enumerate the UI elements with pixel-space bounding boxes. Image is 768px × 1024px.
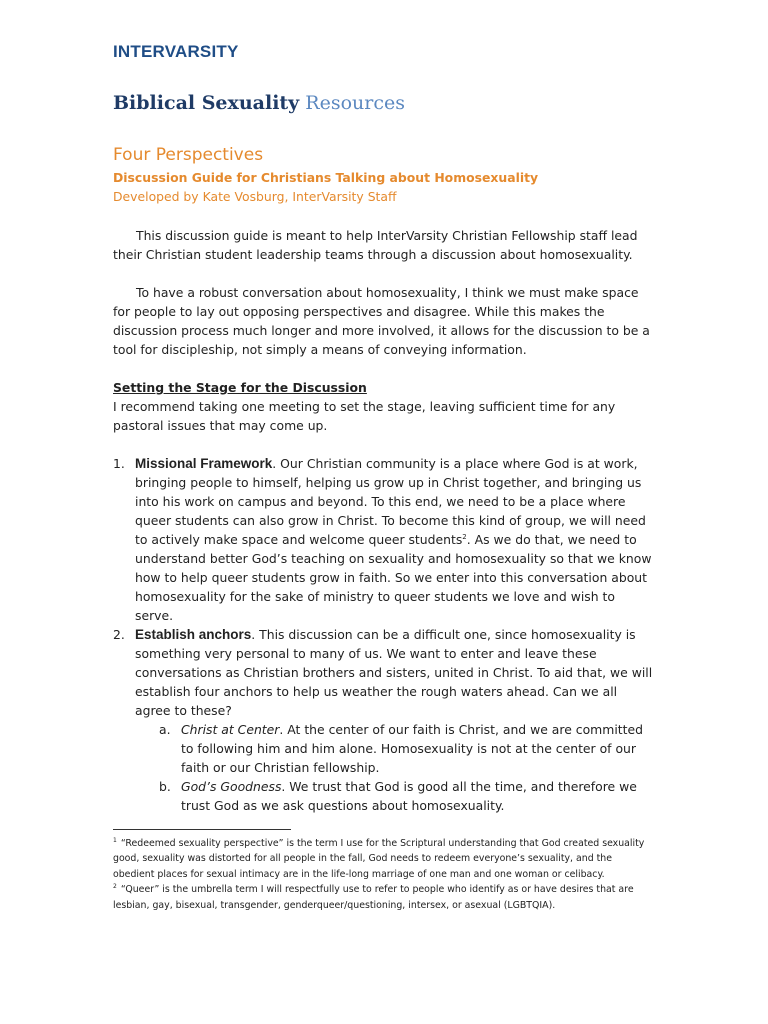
section-title: [113, 92, 405, 114]
sub-list-item-text: . At the center of our faith is Christ, and we are committed to following him and him alone. Homosexuality is not at the center of our faith or our Christian fellowship.: [181, 722, 643, 775]
document-body: [113, 226, 653, 815]
list-item-text: . This discussion can be a difficult one, since homosexuality is something very personal to many of us. We want to enter and leave these conversations as Christian brothers and sisters, united in Christ. To aid that, we will establish four anchors to help us weather the rough waters ahead. Can we all agree to these?: [135, 627, 653, 718]
numbered-list: [113, 454, 653, 815]
list-item-number: 1.: [113, 456, 125, 471]
footnote-mark: 2: [113, 883, 117, 891]
list-item: [113, 454, 653, 625]
list-item: [113, 625, 653, 815]
list-item-lead: Establish anchors: [135, 627, 252, 642]
list-item-number: 2.: [113, 627, 125, 642]
footnote: [113, 882, 653, 913]
footnote: [113, 836, 653, 882]
sub-list-item-lead: Christ at Center: [181, 722, 280, 737]
footnote-text: “Queer” is the umbrella term I will respectfully use to refer to people who identify as or have desires that are lesbian, gay, bisexual, transgender, genderqueer/questioning, intersex, or asexual (LGBTQIA).: [113, 884, 634, 911]
footnote-mark: 1: [113, 836, 117, 844]
footnotes: [113, 836, 653, 913]
document-title: Four Perspectives: [113, 145, 264, 165]
sub-list-item: [135, 777, 653, 815]
list-item-text-cont: . As we do that, we need to understand better God’s teaching on sexuality and homosexuality so that we know how to help queer students grow in faith. So we enter into this conversation about homosexuality for the sake of ministry to queer students we love and wish to serve.: [135, 532, 652, 623]
intro-paragraph-1: This discussion guide is meant to help InterVarsity Christian Fellowship staff lead their Christian student leadership teams through a discussion about homosexuality.: [113, 228, 638, 262]
sub-list-item-text: . We trust that God is good all the time, and therefore we trust God as we ask questions about homosexuality.: [181, 779, 637, 813]
document-author: Developed by Kate Vosburg, InterVarsity Staff: [113, 189, 397, 204]
sub-list-item-lead: God’s Goodness: [181, 779, 282, 794]
section-heading: Setting the Stage for the Discussion: [113, 380, 367, 395]
list-item-text: . Our Christian community is a place where God is at work, bringing people to himself, helping us grow up in Christ together, and bringing us into his work on campus and beyond. To this end, we need to be a place where queer students can also grow in Christ. To become this kind of group, we will need to actively make space and welcome queer students: [135, 456, 646, 547]
document-subtitle: Discussion Guide for Christians Talking about Homosexuality: [113, 170, 539, 185]
footnote-ref[interactable]: 2: [462, 532, 467, 541]
sub-list-item-letter: a.: [159, 722, 171, 737]
section-intro: I recommend taking one meeting to set the stage, leaving sufficient time for any pastoral issues that may come up.: [113, 399, 616, 433]
list-item-lead: Missional Framework: [135, 456, 273, 471]
section-title-main: Biblical Sexuality: [113, 92, 300, 114]
sub-list: [135, 720, 653, 815]
section-title-sub: Resources: [305, 92, 405, 114]
footnote-text: “Redeemed sexuality perspective” is the term I use for the Scriptural understanding that God created sexuality good, sexuality was distorted for all people in the fall, God needs to redeem everyone’s sexuality, and the obedient places for sexual intimacy are in the life-long marriage of one man and one woman or celibacy.: [113, 838, 645, 880]
sub-list-item: [135, 720, 653, 777]
sub-list-item-letter: b.: [159, 779, 171, 794]
intro-paragraph-2: To have a robust conversation about homosexuality, I think we must make space for people to lay out opposing perspectives and disagree. While this makes the discussion process much longer and more involved, it allows for the discussion to be a tool for discipleship, not simply a means of conveying information.: [113, 285, 650, 357]
footnote-divider: [113, 829, 291, 830]
intervarsity-logo: INTERVARSITY: [113, 42, 239, 61]
